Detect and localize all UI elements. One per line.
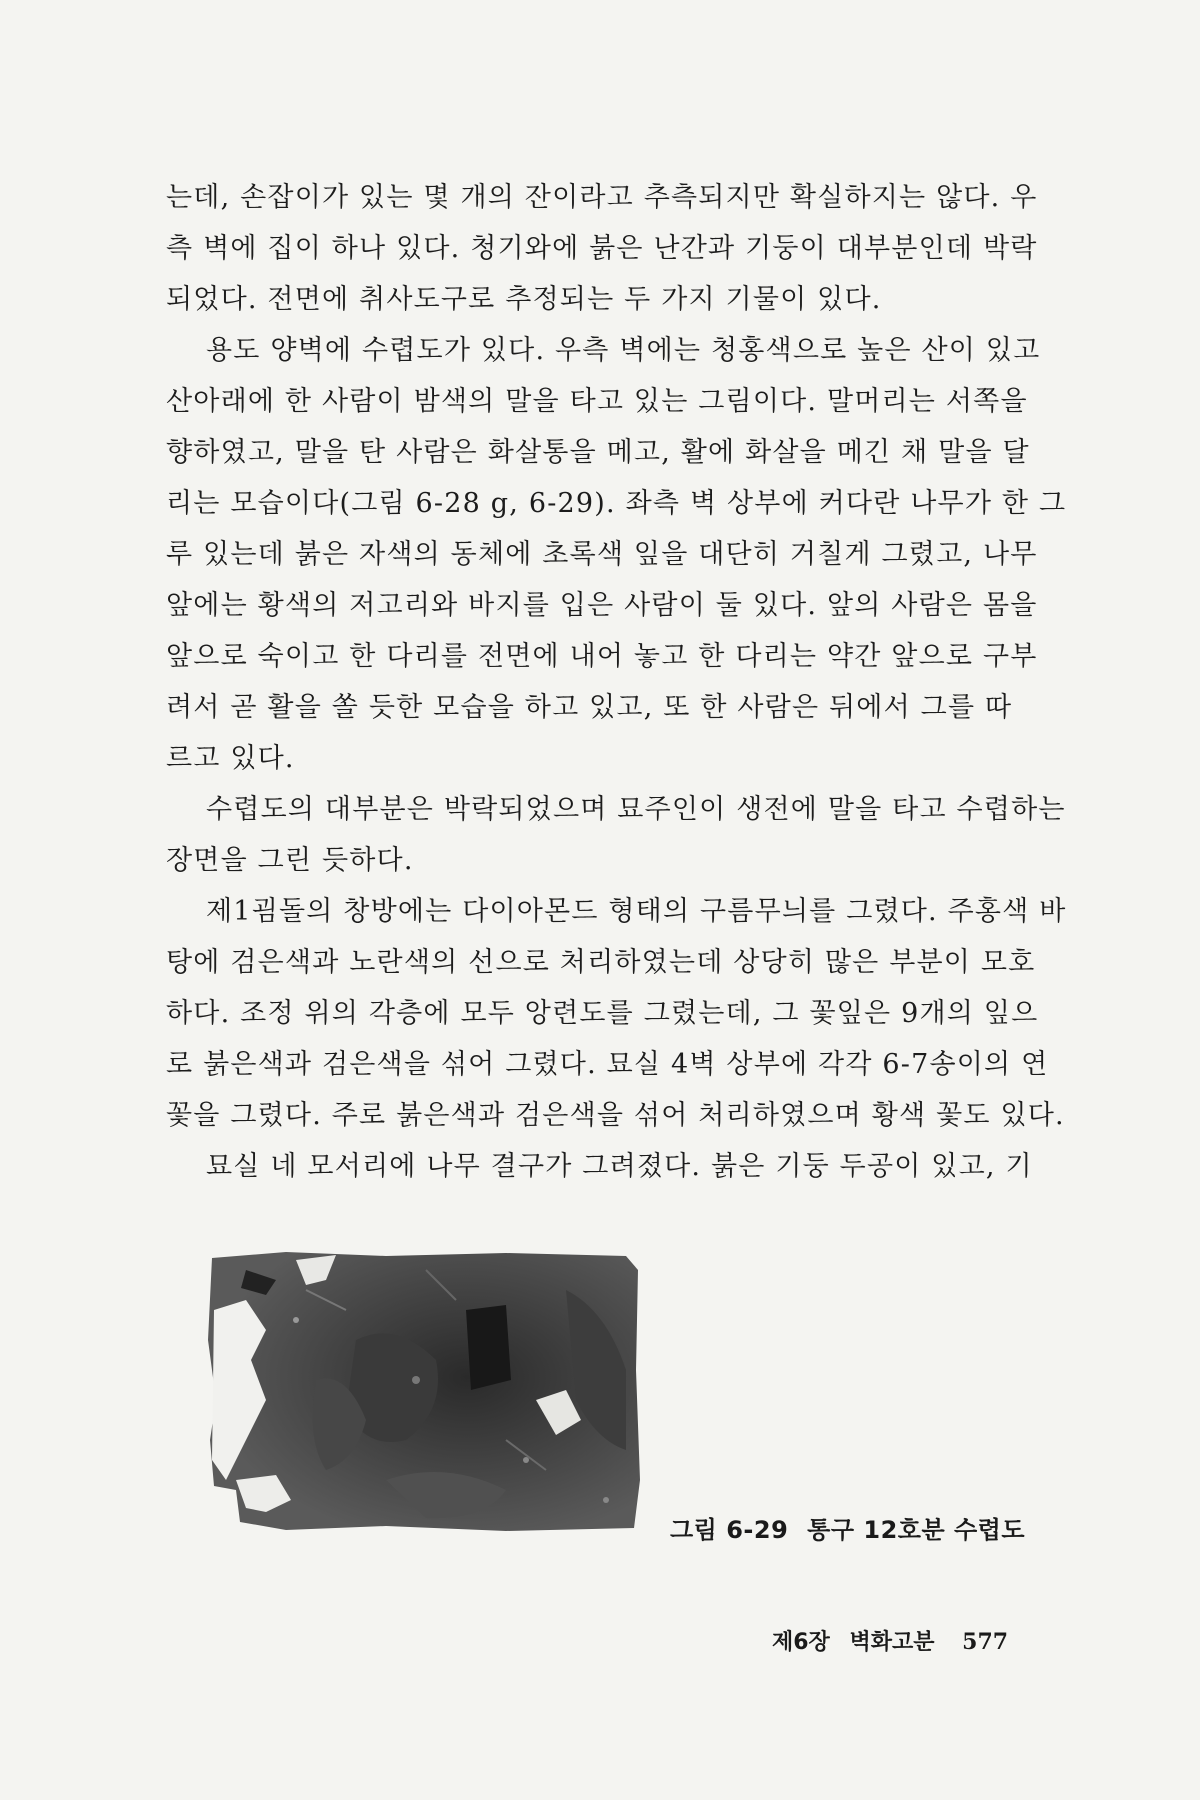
text-line: 루 있는데 붉은 자색의 동체에 초록색 잎을 대단히 거칠게 그렸고, 나무 [166,539,1038,570]
figure-caption-title: 통구 12호분 수렵도 [807,1516,1026,1544]
figure-caption [670,1510,1035,1545]
figure-caption-label: 그림 6-29 [670,1516,789,1544]
text-line: 로 붉은색과 검은색을 섞어 그렸다. 묘실 4벽 상부에 각각 6-7송이의 연 [166,1049,1049,1080]
text-line: 수렵도의 대부분은 박락되었으며 묘주인이 생전에 말을 타고 수렵하는 [206,794,1066,825]
text-line: 측 벽에 집이 하나 있다. 청기와에 붉은 난간과 기둥이 대부분인데 박락 [166,233,1038,264]
body-text [166,172,1066,1192]
text-line: 꽃을 그렸다. 주로 붉은색과 검은색을 섞어 처리하였으며 황색 꽃도 있다. [166,1100,1065,1131]
page-number: 577 [962,1629,1009,1655]
text-line: 하다. 조정 위의 각층에 모두 앙련도를 그렸는데, 그 꽃잎은 9개의 잎으 [166,998,1039,1029]
text-line: 르고 있다. [166,743,295,774]
paragraph [166,325,1066,784]
text-line: 앞으로 숙이고 한 다리를 전면에 내어 놓고 한 다리는 약간 앞으로 구부 [166,641,1038,672]
paragraph [166,886,1066,1141]
text-line: 용도 양벽에 수렵도가 있다. 우측 벽에는 청홍색으로 높은 산이 있고 [206,335,1041,366]
mural-photo [206,1250,642,1533]
section-label: 벽화고분 [849,1630,935,1655]
text-line: 앞에는 황색의 저고리와 바지를 입은 사람이 둘 있다. 앞의 사람은 몸을 [166,590,1038,621]
paragraph [166,1141,1066,1192]
text-line: 향하였고, 말을 탄 사람은 화살통을 메고, 활에 화살을 메긴 채 말을 달 [166,437,1030,468]
text-line: 리는 모습이다(그림 6-28 g, 6-29). 좌측 벽 상부에 커다란 나무가 한 그 [166,488,1067,519]
mural-photo-image [206,1250,642,1533]
text-line: 장면을 그린 듯하다. [166,845,414,876]
text-line: 탕에 검은색과 노란색의 선으로 처리하였는데 상당히 많은 부분이 모호 [166,947,1036,978]
paragraph [166,172,1066,325]
text-line: 는데, 손잡이가 있는 몇 개의 잔이라고 추측되지만 확실하지는 않다. 우 [166,182,1038,213]
text-line: 제1굄돌의 창방에는 다이아몬드 형태의 구름무늬를 그렸다. 주홍색 바 [206,896,1067,927]
text-line: 산아래에 한 사람이 밤색의 말을 타고 있는 그림이다. 말머리는 서쪽을 [166,386,1028,417]
page-footer [772,1625,1020,1656]
chapter-label: 제6장 [772,1630,830,1655]
text-line: 려서 곧 활을 쏠 듯한 모습을 하고 있고, 또 한 사람은 뒤에서 그를 따 [166,692,1013,723]
text-line: 되었다. 전면에 취사도구로 추정되는 두 가지 기물이 있다. [166,284,882,315]
text-line: 묘실 네 모서리에 나무 결구가 그려졌다. 붉은 기둥 두공이 있고, 기 [206,1151,1033,1182]
paragraph [166,784,1066,886]
